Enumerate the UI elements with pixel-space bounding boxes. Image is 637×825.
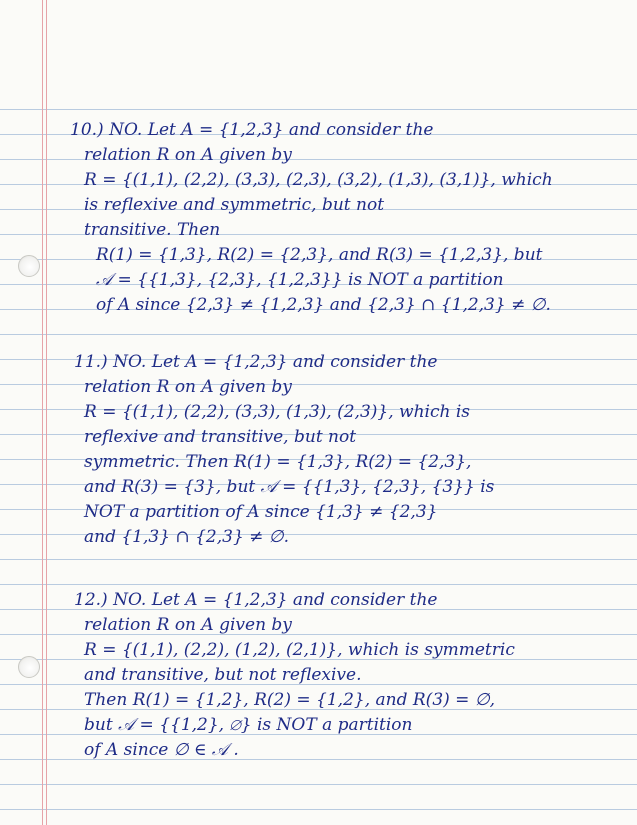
margin-rule [46, 0, 47, 825]
problem-line: of A since ∅ ∈ 𝒜 . [84, 740, 239, 760]
problem-line: symmetric. Then R(1) = {1,3}, R(2) = {2,3}, [84, 452, 472, 472]
problem-line: 𝒜 = {{1,3}, {2,3}, {1,2,3}} is NOT a partition [96, 270, 504, 290]
punch-hole-icon [18, 255, 40, 277]
margin-rule [42, 0, 43, 825]
problem-line: relation R on A given by [84, 145, 292, 165]
top-margin [0, 0, 637, 108]
problem-line: and R(3) = {3}, but 𝒜 = {{1,3}, {2,3}, {3}} is [84, 477, 495, 497]
problem-line: R(1) = {1,3}, R(2) = {2,3}, and R(3) = {1,2,3}, but [96, 245, 543, 265]
punch-hole-icon [18, 656, 40, 678]
problem-line: NOT a partition of A since {1,3} ≠ {2,3} [84, 502, 438, 522]
problem-line: Then R(1) = {1,2}, R(2) = {1,2}, and R(3) = ∅, [84, 690, 496, 710]
problem-line: of A since {2,3} ≠ {1,2,3} and {2,3} ∩ {1,2,3} ≠ ∅. [96, 295, 551, 315]
problem-line: but 𝒜 = {{1,2}, ∅} is NOT a partition [84, 715, 413, 735]
problem-line: 10.) NO. Let A = {1,2,3} and consider the [70, 120, 434, 140]
problem-line: is reflexive and symmetric, but not [84, 195, 385, 215]
problem-line: reflexive and transitive, but not [84, 427, 357, 447]
problem-line: R = {(1,1), (2,2), (1,2), (2,1)}, which is symmetric [84, 640, 515, 660]
problem-12 [70, 588, 623, 763]
problem-line: 12.) NO. Let A = {1,2,3} and consider the [74, 590, 438, 610]
problem-line: relation R on A given by [84, 377, 292, 397]
problem-line: transitive. Then [84, 220, 221, 240]
problem-line: R = {(1,1), (2,2), (3,3), (1,3), (2,3)}, which is [84, 402, 470, 422]
problem-line: and transitive, but not reflexive. [84, 665, 362, 685]
problem-10 [70, 118, 623, 318]
problem-line: and {1,3} ∩ {2,3} ≠ ∅. [84, 527, 290, 547]
problem-line: R = {(1,1), (2,2), (3,3), (2,3), (3,2), (1,3), (3,1)}, which [84, 170, 553, 190]
problem-line: relation R on A given by [84, 615, 292, 635]
problem-line: 11.) NO. Let A = {1,2,3} and consider the [74, 352, 438, 372]
problem-11 [70, 350, 623, 550]
